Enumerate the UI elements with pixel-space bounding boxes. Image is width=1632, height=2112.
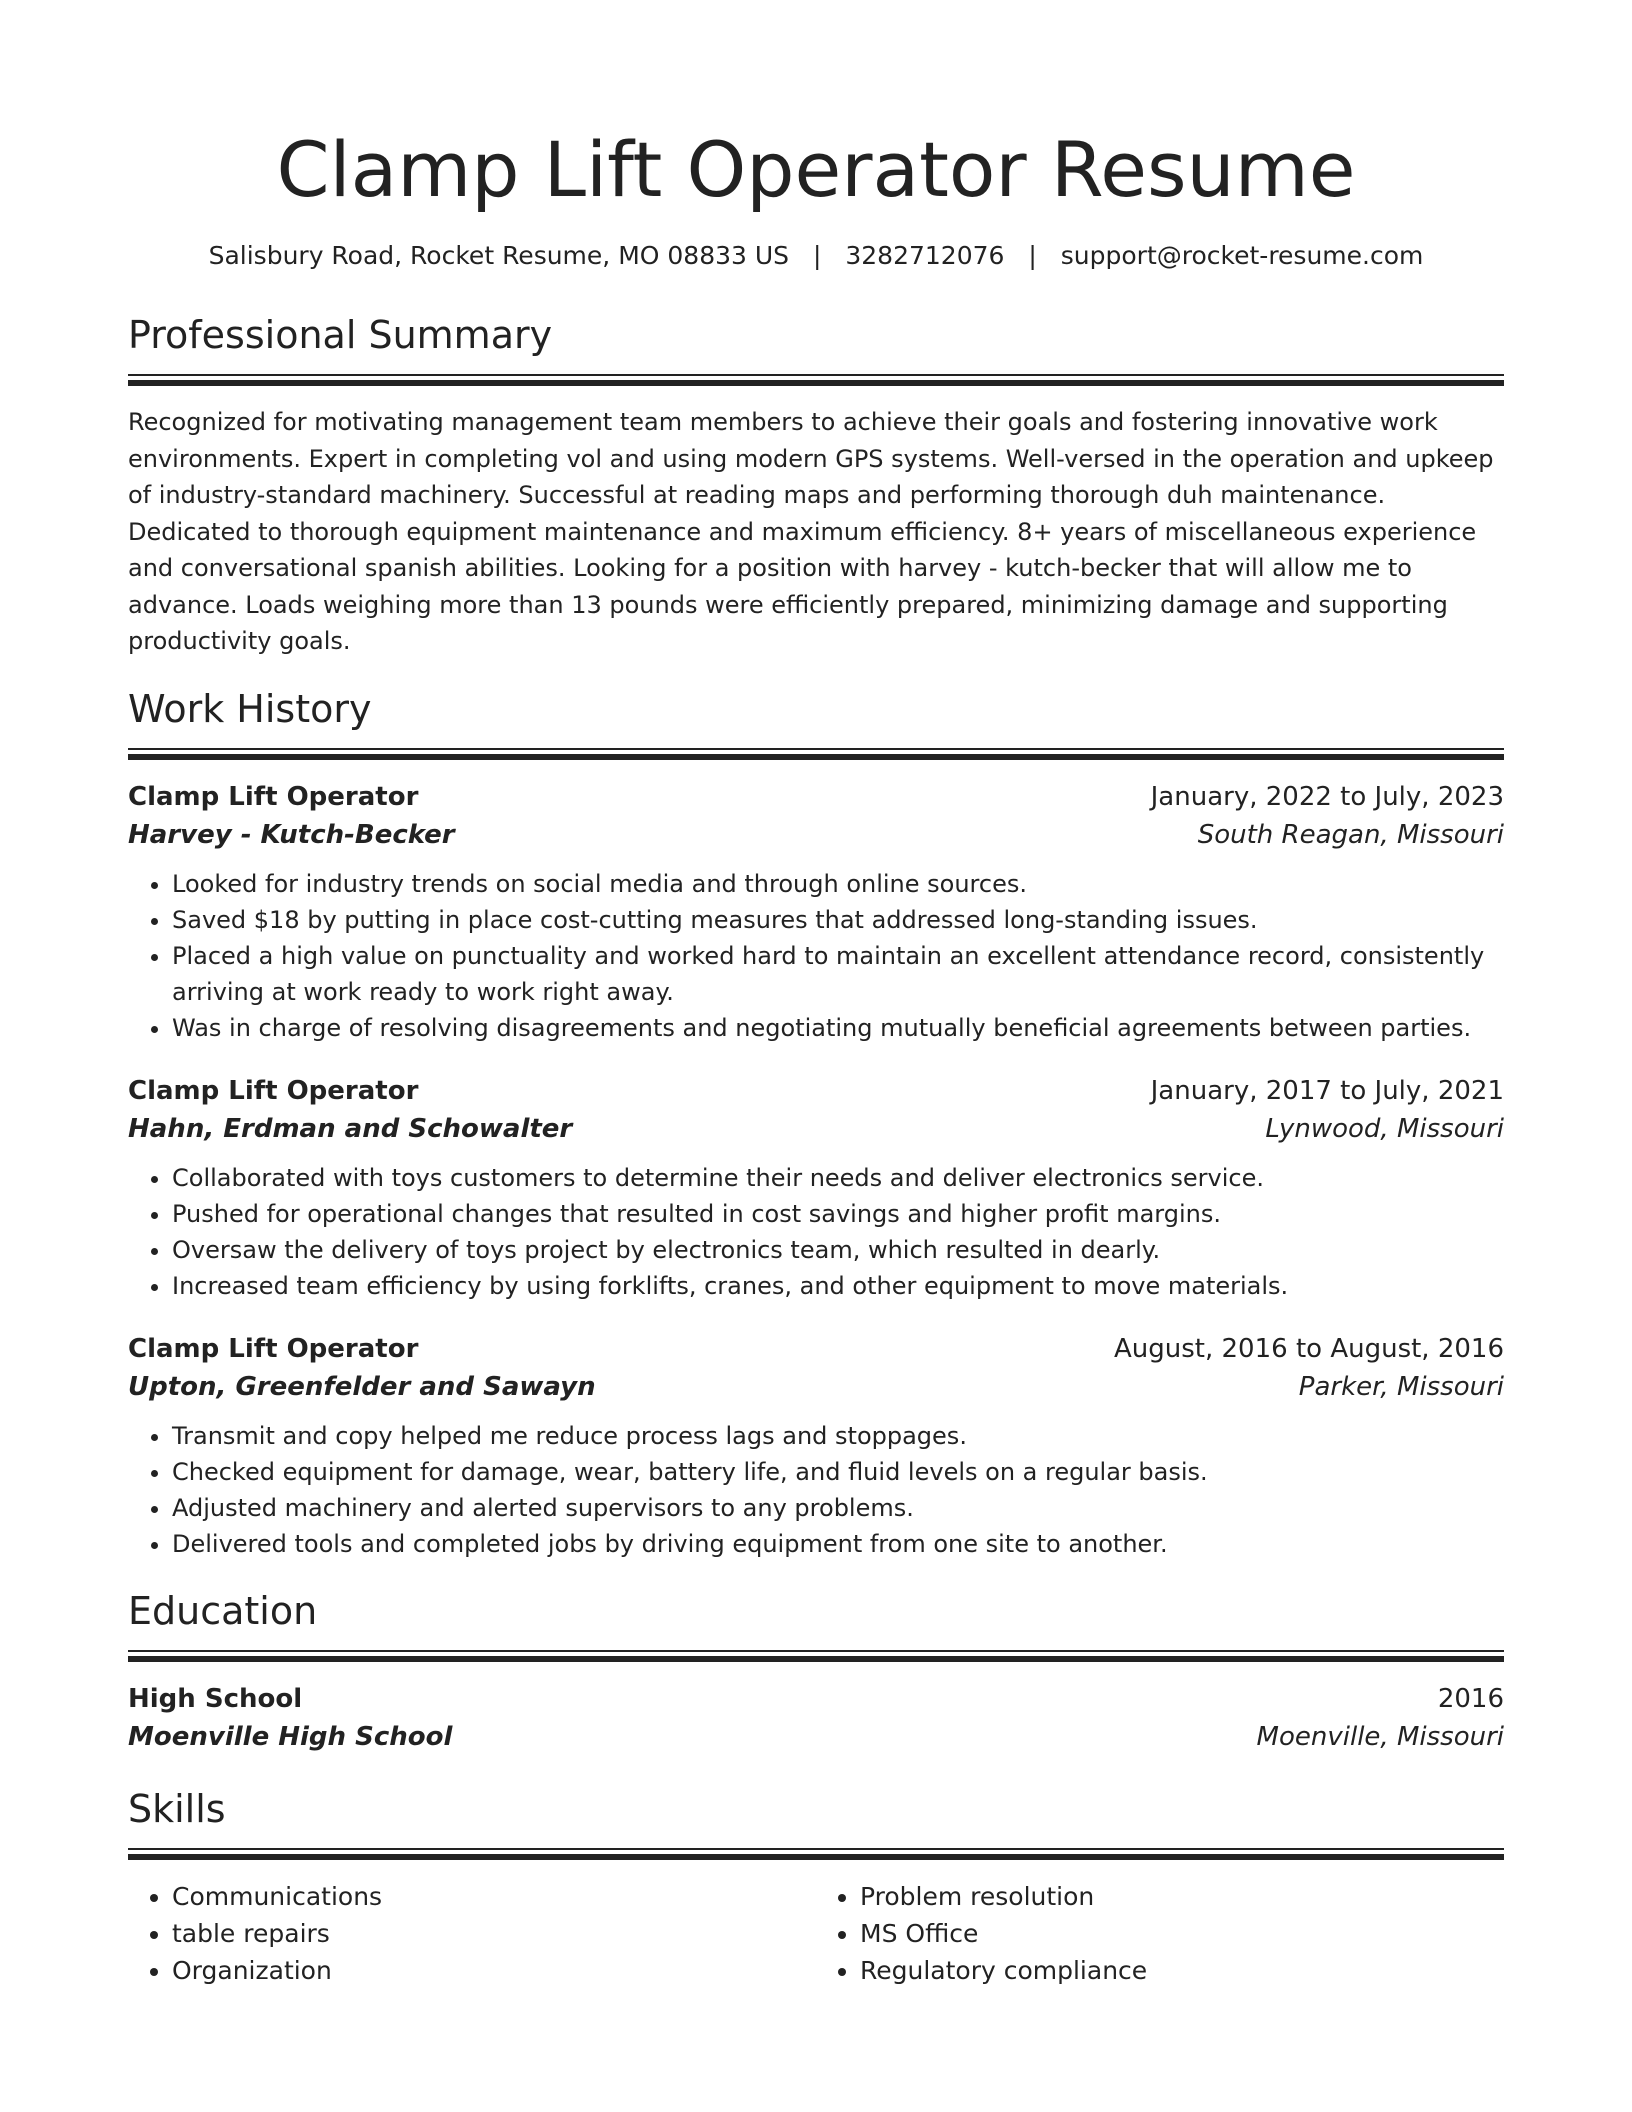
education-school: Moenville High School [128,1721,453,1752]
section-heading-summary: Professional Summary [128,313,553,357]
section-divider [128,748,1504,760]
job-company: Harvey - Kutch-Becker [128,819,455,850]
job-bullet: • Placed a high value on punctuality and worked hard to maintain an excellent attendance record, consistently arriving at work ready to work right away. [172,938,1504,1010]
section-heading-skills: Skills [128,1786,226,1831]
job-location: South Reagan, Missouri [1197,819,1504,850]
work-history-section [128,684,1504,1562]
skills-left-column [128,1878,816,1989]
resume-title: Clamp Lift Operator Resume [276,125,1356,214]
skill-item: • MS Office [860,1915,1504,1952]
skill-item: • Organization [172,1952,816,1989]
skill-item: • table repairs [172,1915,816,1952]
section-heading-work: Work History [128,686,372,731]
job-location: Lynwood, Missouri [1265,1113,1504,1144]
skill-item: • Problem resolution [860,1878,1504,1915]
education-section [128,1586,1504,1756]
job-bullet: • Delivered tools and completed jobs by driving equipment from one site to another. [172,1526,1504,1562]
job-dates: August, 2016 to August, 2016 [1114,1333,1504,1364]
job-bullets [128,866,1504,1046]
job-title: Clamp Lift Operator [128,1075,419,1106]
section-divider [128,1650,1504,1662]
summary-text: Recognized for motivating management team members to achieve their goals and fostering innovative work environments. Expert in completing vol and using modern GPS systems. Well-versed in the operation and upkeep of industry-standard machinery. Successful at reading maps and performing thorough duh maintenance. Dedicated to thorough equipment maintenance and maximum efficiency. 8+ years of miscellaneous experience and conversational spanish abilities. Looking for a position with harvey - kutch-becker that will allow me to advance. Loads weighing more than 13 pounds were efficiently prepared, minimizing damage and supporting productivity goals. [128,408,1494,655]
job-bullet: • Looked for industry trends on social media and through online sources. [172,866,1504,902]
education-year: 2016 [1437,1683,1504,1714]
section-divider [128,374,1504,386]
job-bullet: • Transmit and copy helped me reduce process lags and stoppages. [172,1418,1504,1454]
contact-separator: | [812,241,822,270]
education-location: Moenville, Missouri [1256,1721,1504,1752]
job-bullets [128,1418,1504,1562]
job-bullet: • Checked equipment for damage, wear, battery life, and fluid levels on a regular basis. [172,1454,1504,1490]
skills-right-column [816,1878,1504,1989]
contact-email: support@rocket-resume.com [1060,241,1424,270]
job-bullet: • Pushed for operational changes that resulted in cost savings and higher profit margins. [172,1196,1504,1232]
education-degree: High School [128,1683,303,1714]
job-title: Clamp Lift Operator [128,781,419,812]
job-title: Clamp Lift Operator [128,1333,419,1364]
job-location: Parker, Missouri [1298,1371,1504,1402]
job-bullet: • Was in charge of resolving disagreements and negotiating mutually beneficial agreements between parties. [172,1010,1504,1046]
resume-page [128,0,1504,1989]
job-entry [128,1072,1504,1304]
job-bullet: • Saved $18 by putting in place cost-cutting measures that addressed long-standing issues. [172,902,1504,938]
job-bullet: • Oversaw the delivery of toys project by electronics team, which resulted in dearly. [172,1232,1504,1268]
skills-section [128,1784,1504,1989]
contact-address: Salisbury Road, Rocket Resume, MO 08833 US [208,241,790,270]
job-dates: January, 2022 to July, 2023 [1150,781,1504,812]
skills-columns [128,1878,1504,1989]
contact-line [128,238,1504,274]
job-bullet: • Adjusted machinery and alerted supervisors to any problems. [172,1490,1504,1526]
summary-section [128,310,1504,660]
job-bullet: • Increased team efficiency by using forklifts, cranes, and other equipment to move materials. [172,1268,1504,1304]
skill-item: • Communications [172,1878,816,1915]
job-bullet: • Collaborated with toys customers to determine their needs and deliver electronics service. [172,1160,1504,1196]
job-bullets [128,1160,1504,1304]
contact-phone: 3282712076 [845,241,1005,270]
job-dates: January, 2017 to July, 2021 [1150,1075,1504,1106]
job-entry [128,778,1504,1046]
job-entry [128,1330,1504,1562]
contact-separator: | [1028,241,1037,270]
skill-item: • Regulatory compliance [860,1952,1504,1989]
job-company: Upton, Greenfelder and Sawayn [128,1371,596,1402]
section-divider [128,1848,1504,1860]
section-heading-education: Education [128,1588,318,1633]
job-company: Hahn, Erdman and Schowalter [128,1113,573,1144]
